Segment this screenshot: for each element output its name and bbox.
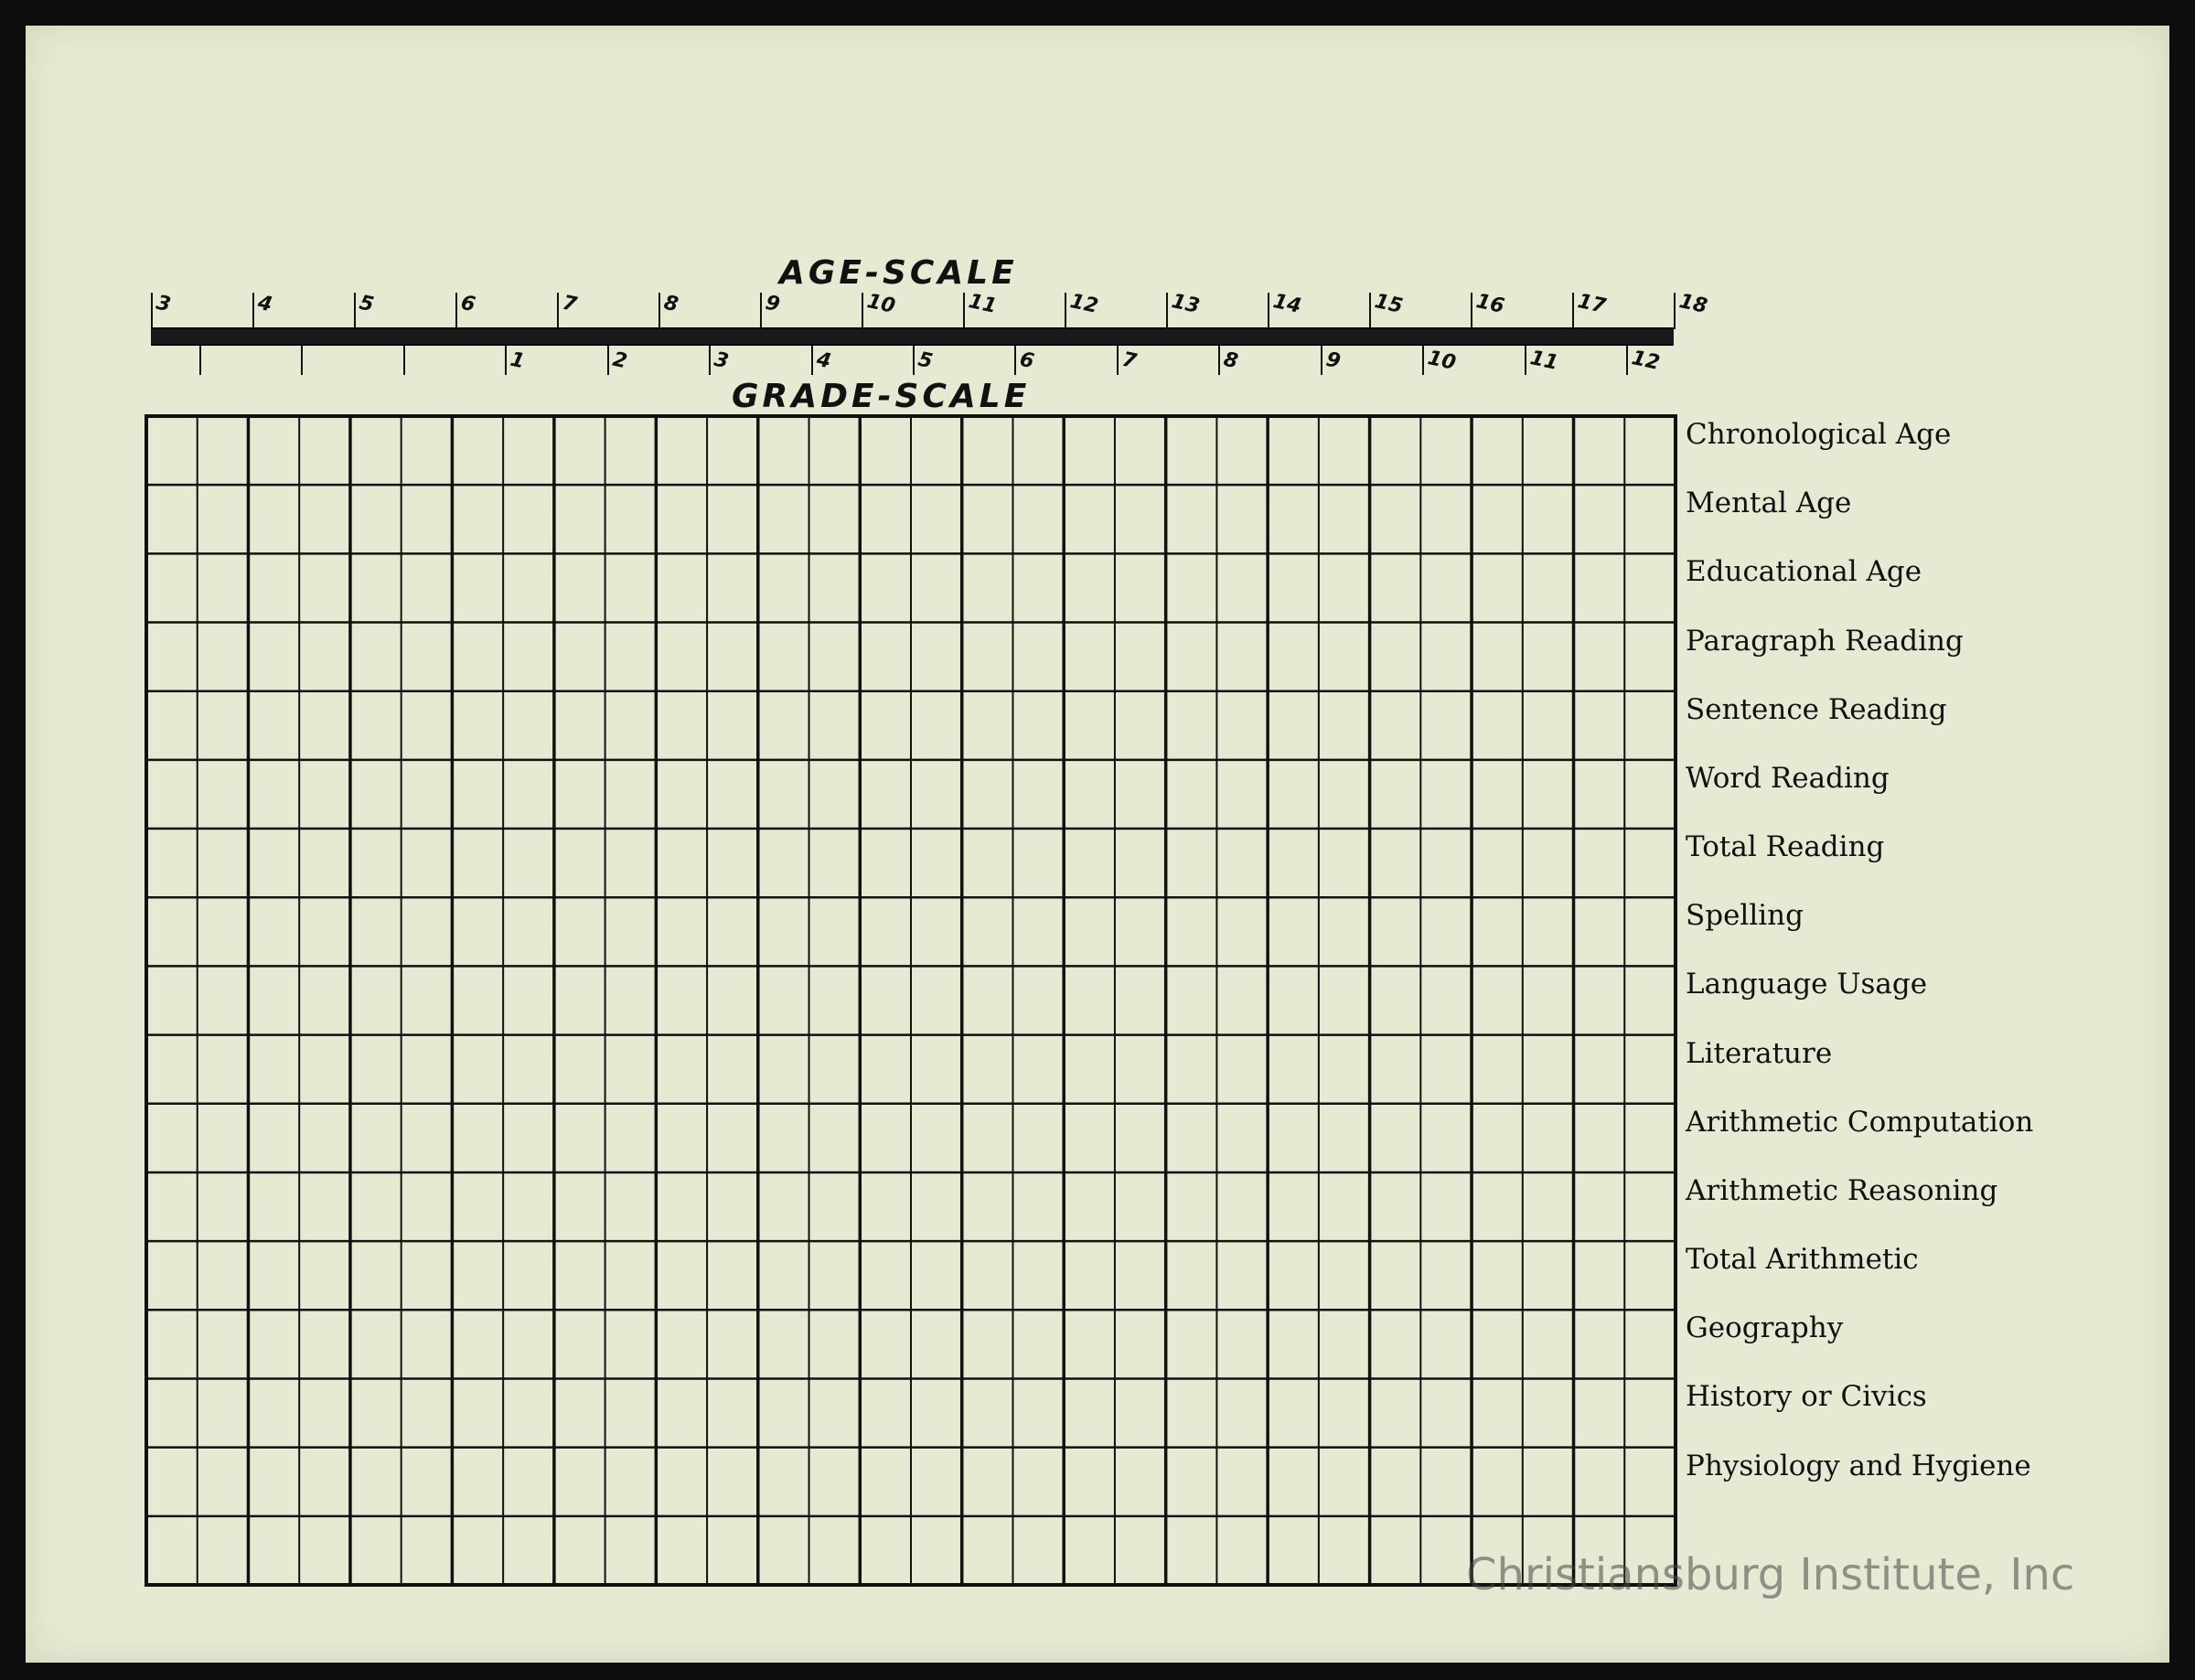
grade-tick-label: 9 [1323,348,1343,374]
age-tick-label: 15 [1372,290,1405,318]
grade-tick-label: 4 [814,348,833,374]
row-label: Language Usage [1686,968,1928,1001]
row-label: Spelling [1686,899,1804,933]
grade-tick-label: 7 [1119,348,1139,374]
grade-tick-label: 5 [915,348,935,374]
grade-tick-label: 6 [1017,348,1037,374]
age-tick-label: 17 [1575,290,1608,318]
row-label: Arithmetic Computation [1686,1105,2034,1139]
grade-tick-label: 12 [1629,347,1662,375]
row-label: Total Reading [1686,830,1885,864]
age-tick-label: 4 [255,291,274,317]
row-label: Sentence Reading [1686,692,1947,726]
row-label: Arithmetic Reasoning [1686,1173,1998,1207]
age-scale-title: AGE-SCALE [779,254,1018,292]
grade-tick-label: 1 [508,348,528,374]
age-tick-label: 11 [966,290,999,318]
row-label: Educational Age [1686,555,1922,589]
age-tick-label: 12 [1067,290,1100,318]
row-label: Word Reading [1686,761,1890,795]
age-tick-label: 8 [661,291,680,317]
row-label: History or Civics [1686,1380,1927,1414]
age-tick-label: 5 [357,291,376,317]
age-tick-label: 14 [1270,290,1303,318]
age-tick-label: 18 [1676,290,1709,318]
age-tick-label: 7 [560,291,579,317]
age-tick-label: 9 [763,291,782,317]
row-label: Paragraph Reading [1686,624,1964,658]
grade-tick-label: 10 [1425,347,1459,375]
age-tick-label: 13 [1169,290,1202,318]
row-label: Physiology and Hygiene [1686,1449,2031,1482]
grade-tick-label: 8 [1221,348,1241,374]
watermark: Christiansburg Institute, Inc [1466,1549,2075,1600]
grade-tick-label: 2 [610,348,629,374]
row-label: Literature [1686,1036,1833,1070]
age-tick-label: 16 [1473,290,1506,318]
age-tick-label: 6 [458,291,477,317]
age-tick-label: 10 [864,290,897,318]
row-label: Mental Age [1686,487,1852,520]
row-label: Geography [1686,1311,1844,1345]
grade-scale-title: GRADE-SCALE [732,378,1031,415]
grade-tick-label: 11 [1527,347,1560,375]
age-tick-label: 3 [154,291,173,317]
grade-tick-label: 3 [712,348,731,374]
row-label: Total Arithmetic [1686,1243,1919,1277]
row-label: Chronological Age [1686,418,1952,451]
